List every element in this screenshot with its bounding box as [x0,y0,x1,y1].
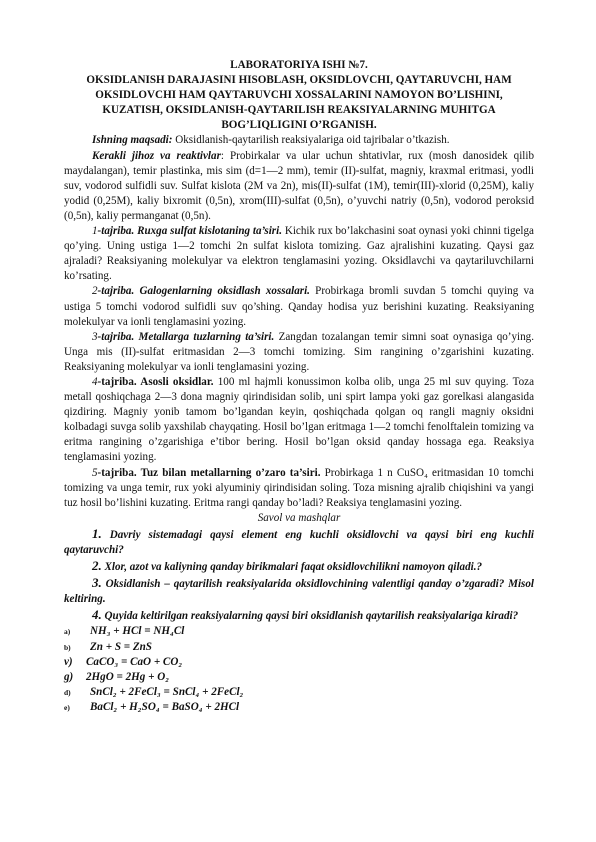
equation-label: g) [64,670,74,683]
section-title: Savol va mashqlar [257,511,341,524]
experiment-label: -tajriba. Galogenlarning oksidlash xossalari. [97,285,310,298]
title-line: LABORATORIYA ISHI №7. [230,59,368,71]
experiment-text: Probirkaga 1 n CuSO₄ eritmasidan 10 tomchi tomizing va unga temir, rux yoki alyuminiy qirindisidan soling. Toza misning ajralib chiqishini va yangi tuz hosil bo’lishini kuzating. Eritma rangi qanday bo’ladi? Reaksiya tenglamasini yozing. [64,466,535,509]
experiment-1 [64,224,534,284]
equation: SnCl₂ + 2FeCl₃ = SnCl₄ + 2FeCl₂ [90,685,244,698]
experiment-text: Probirkaga bromli suvdan 5 tomchi quying va ustiga 5 tomchi vodorod sulfidli suv qo’shing. Qanday hodisa yuz berishini kuzating. Reaksiyaning molekulyar va ionli tenglamasini yozing. [64,285,534,328]
equation-label: a) [64,627,71,637]
title-line: OKSIDLOVCHI HAM QAYTARUVCHI XOSSALARINI NAMOYON BO’LISHINI, [95,89,503,102]
title-line: KUZATISH, OKSIDLANISH-QAYTARILISH REAKSIYALARNING MUHITGA [102,104,496,117]
equipment-label: Kerakli jihoz va reaktivlar [92,149,221,162]
question-3 [64,575,534,607]
equation: CaCO₃ = CaO + CO₂ [86,655,183,668]
question-number: 3. [92,575,102,591]
experiment-number: 1 [92,225,98,238]
question-number: 1. [92,525,102,541]
equation-row [64,655,534,670]
purpose-label: Ishning maqsadi: [92,134,173,147]
experiment-2 [64,284,534,329]
experiment-5 [64,466,534,511]
purpose-text: Oksidlanish-qaytarilish reaksiyalariga oid tajribalar o’tkazish. [172,134,450,147]
equation-label: b) [64,642,71,652]
question-number: 2. [92,558,102,574]
equation-label: d) [64,687,71,697]
experiment-4 [64,375,534,466]
question-text: Quyida keltirilgan reaksiyalarning qaysi biri oksidlanish qaytarilish reaksiyalariga kiradi? [101,610,519,623]
equipment-paragraph [64,149,534,224]
question-text: Xlor, azot va kaliyning qanday birikmalari faqat oksidlovchilikni namoyon qiladi.? [101,561,483,574]
equation: Zn + S = ZnS [90,640,152,653]
experiment-label: -tajriba. Tuz bilan metallarning o’zaro ta’siri. [97,466,321,479]
equation-row [64,700,534,715]
experiment-label: -tajriba. Ruxga sulfat kislotaning ta’siri. [97,225,282,238]
question-number: 4. [92,607,102,623]
equation-row [64,624,534,639]
experiment-text: Zangdan tozalangan temir simni soat oynasiga qo’ying. Unga mis (II)-sulfat eritmasidan 2—3 tomchi tomizing. Sim rangining o’zgarishini kuzating. Reaksiyaning molekulyar va ionli tenglamasini yozing. [64,330,534,373]
experiment-number: 4 [92,375,98,388]
question-2 [64,558,534,575]
experiment-number: 2 [92,285,98,298]
experiment-number: 5 [92,466,98,479]
question-4 [64,607,534,624]
equation: 2HgO = 2Hg + O₂ [86,670,170,683]
experiment-label: -tajriba. Asosli oksidlar. [97,375,214,388]
experiment-text: Kichik rux bo’lakchasini soat oynasi yoki chinni tigelga qo’ying. Uning ustiga 1—2 tomchi 2n sulfat kislota tomizing. Gaz ajralishini kuzating. Qaysi gaz ajraladi? Reaksiyaning molekulyar va elektron tenglamasini yozing. Oksidlavchi va qaytariluvchilarni ko’rsating. [64,225,534,283]
equation-label: e) [64,702,70,712]
equation-row [64,640,534,655]
purpose-paragraph [64,133,534,148]
equation-label: v) [64,655,73,668]
experiment-3 [64,330,534,375]
equipment-text: : Probirkalar va ular uchun shtativlar, rux (mosh danosidek qilib maydalangan), temir plastinka, mis sim (d=1—2 mm), temir (II)-sulfat, magniy, kraxmal eritmasi, yodli suv, vodorod sulfidli suv. Sulfat kislota (2M va 2n), mis(II)-sulfat (1M), temir(III)-xlorid (0,25M), kaliy yodid (0,25M), kaliy bixromit (0,5n), xrom(III)-sulfat (0,5n), o’yuvchi natriy (0,5n), vodorod peroksid (0,5n), kaliy permanganat (0,5n). [64,149,534,222]
experiment-label: -tajriba. Metallarga tuzlarning ta’siri. [97,330,275,343]
document-page [64,58,534,715]
equation: NH₃ + HCl = NH₄Cl [90,625,185,638]
document-title [64,58,534,133]
equation-row [64,685,534,700]
title-line: BOG’LIQLIGINI O’RGANISH. [221,119,377,132]
experiment-number: 3 [92,330,98,343]
equation-row [64,670,534,685]
title-line: OKSIDLANISH DARAJASINI HISOBLASH, OKSIDLOVCHI, QAYTARUVCHI, HAM [86,74,512,87]
question-1 [64,526,534,558]
question-text: Oksidlanish – qaytarilish reaksiyalarida oksidlovchining valentligi qanday o’zgaradi? Misol keltiring. [64,578,534,606]
question-text: Davriy sistemadagi qaysi element eng kuchli oksidlovchi va qaysi biri eng kuchli qaytaruvchi? [64,528,534,556]
experiment-text: 100 ml hajmli konussimon kolba olib, unga 25 ml suv quying. Toza metall qoshiqchaga 2—3 dona magniy qirindisidan solib, uni spirt lampa yoki gaz gorelkasi alangasida qizdiring. Magniy yonib tamom bo’lgandan keyin, qoshiqchada qolgan oq rangli magniy oksidni kolbadagi suvga solib yaxshilab chayqating. Hosil bo’lgan eritmaga 1—2 tomchi fenolftalein tomizing va eritma rangining o’zgarishiga e’tibor bering. Hosil bo’lgan oksid qanday hossaga ega. Reaksiya tenglamasini yozing. [64,375,534,464]
equation: BaCl₂ + H₂SO₄ = BaSO₄ + 2HCl [90,700,240,713]
